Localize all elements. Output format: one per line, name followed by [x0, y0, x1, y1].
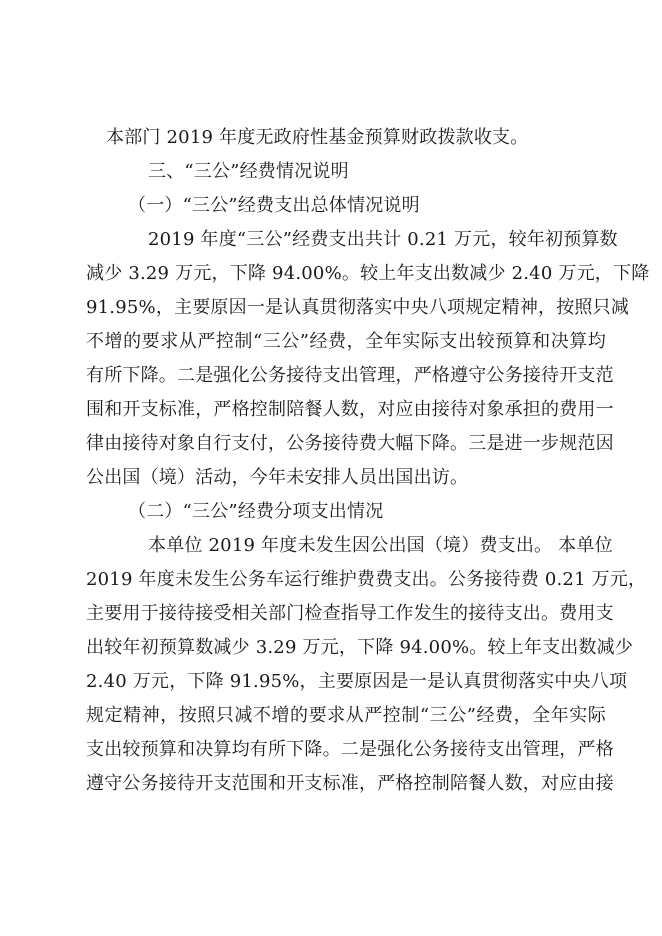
- subsection-2-heading: （二）“三公”经费分项支出情况: [128, 501, 384, 522]
- subsection-2-line: 支出较预算和决算均有所下降。二是强化公务接待支出管理，严格: [86, 739, 614, 760]
- subsection-2-line: 出较年初预算数减少 3.29 万元，下降 94.00%。较上年支出数减少: [86, 637, 634, 658]
- subsection-2-line: 2019 年度未发生公务车运行维护费费支出。公务接待费 0.21 万元，: [86, 569, 647, 590]
- subsection-1-line: 律由接待对象自行支付，公务接待费大幅下降。三是进一步规范因: [86, 433, 614, 454]
- subsection-1-heading: （一）“三公”经费支出总体情况说明: [128, 195, 420, 216]
- subsection-2-line: 主要用于接待接受相关部门检查指导工作发生的接待支出。费用支: [86, 603, 614, 624]
- subsection-1-line: 公出国（境）活动，今年未安排人员出国出访。: [86, 467, 469, 488]
- subsection-2-line: 规定精神，按照只减不增的要求从严控制“三公”经费，全年实际: [86, 705, 606, 726]
- subsection-1-line: 围和开支标准，严格控制陪餐人数，对应由接待对象承担的费用一: [86, 399, 614, 420]
- section-heading: 三、“三公”经费情况说明: [148, 161, 349, 182]
- subsection-2-line: 本单位 2019 年度未发生因公出国（境）费支出。 本单位: [148, 535, 613, 556]
- subsection-1-line: 2019 年度“三公”经费支出共计 0.21 万元，较年初预算数: [148, 229, 618, 250]
- subsection-2-line: 2.40 万元，下降 91.95%，主要原因是一是认真贯彻落实中央八项: [86, 671, 628, 692]
- subsection-2-line: 遵守公务接待开支范围和开支标准，严格控制陪餐人数，对应由接: [86, 773, 614, 794]
- subsection-1-line: 有所下降。二是强化公务接待支出管理，严格遵守公务接待开支范: [86, 365, 614, 386]
- subsection-1-line: 减少 3.29 万元，下降 94.00%。较上年支出数减少 2.40 万元，下降: [86, 263, 650, 284]
- subsection-1-line: 不增的要求从严控制“三公”经费，全年实际支出较预算和决算均: [86, 331, 606, 352]
- opening-line: 本部门 2019 年度无政府性基金预算财政拨款收支。: [106, 127, 529, 148]
- subsection-1-line: 91.95%，主要原因一是认真贯彻落实中央八项规定精神，按照只减: [86, 297, 630, 318]
